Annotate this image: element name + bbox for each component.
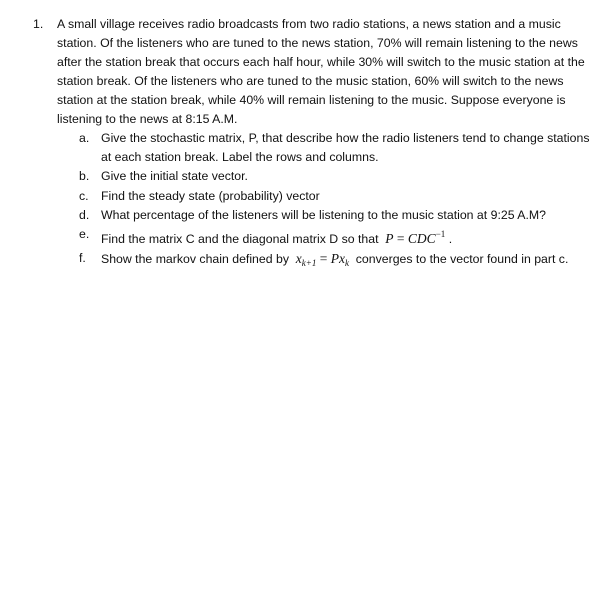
part-d xyxy=(79,206,599,225)
part-text: Find the matrix C and the diagonal matrix D so that xyxy=(101,232,379,247)
part-label: f. xyxy=(79,251,86,266)
math-superscript: −1 xyxy=(435,229,446,240)
part-text: What percentage of the listeners will be listening to the music station at 9:25 A.M? xyxy=(101,207,546,222)
equation-p-cdc-inverse xyxy=(382,231,445,246)
math-operator: = xyxy=(319,251,328,267)
problem-parts-list xyxy=(79,129,599,273)
part-b xyxy=(79,167,599,186)
part-label: a. xyxy=(79,131,90,145)
math-var: x xyxy=(338,251,345,267)
math-var: P xyxy=(330,251,339,267)
math-subscript: k xyxy=(344,258,349,269)
part-label: e. xyxy=(79,227,90,242)
problem-stem: A small village receives radio broadcasts from two radio stations, a news station and a music station. Of the listeners who are tuned to the news station, 70% will remain listening to the news after the station break that occurs each half hour, while 30% will switch to the music station at the station break. Of the listeners who are tuned to the music station, 60% will switch to the news station at the station break, while 40% will remain listening to the music. Suppose everyone is listening to the news at 8:15 A.M. xyxy=(57,17,585,126)
math-var: x xyxy=(295,251,302,267)
part-text: converges to the vector found in part c. xyxy=(355,252,569,267)
math-var: CDC xyxy=(407,231,436,247)
part-e xyxy=(79,225,599,249)
math-var: P xyxy=(385,231,394,247)
math-operator: = xyxy=(396,231,405,247)
part-c xyxy=(79,187,599,206)
part-text: Find the steady state (probability) vector xyxy=(101,188,320,203)
part-label: c. xyxy=(79,188,89,203)
problem-number: 1. xyxy=(33,17,44,31)
equation-markov-chain xyxy=(292,251,352,269)
part-text: Show the markov chain defined by xyxy=(101,252,289,267)
part-label: b. xyxy=(79,169,90,184)
part-label: d. xyxy=(79,207,90,222)
math-subscript: k+1 xyxy=(301,258,317,269)
part-text: Give the initial state vector. xyxy=(101,169,248,184)
part-text: . xyxy=(448,232,453,247)
part-a xyxy=(79,129,599,167)
part-f xyxy=(79,249,599,273)
part-text: Give the stochastic matrix, P, that describe how the radio listeners tend to change stations at each station break. Label the rows and columns. xyxy=(101,131,590,165)
